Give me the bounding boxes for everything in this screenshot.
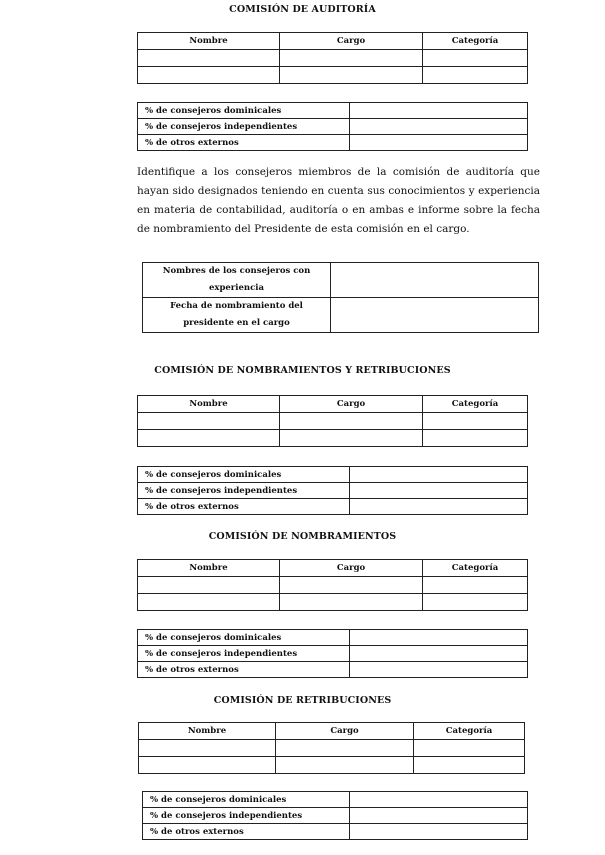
label-dominicales: % de consejeros dominicales bbox=[138, 103, 350, 119]
label-independientes: % de consejeros independientes bbox=[138, 119, 350, 135]
table-row bbox=[138, 630, 528, 646]
table-row bbox=[143, 808, 528, 824]
cell-cargo[interactable] bbox=[276, 757, 414, 774]
cell-categoria[interactable] bbox=[414, 740, 525, 757]
cell-nombre[interactable] bbox=[138, 67, 280, 84]
header-categoria: Categoría bbox=[414, 723, 525, 740]
table-row bbox=[138, 594, 528, 611]
cell-categoria[interactable] bbox=[423, 577, 528, 594]
table-row bbox=[138, 413, 528, 430]
header-nombre: Nombre bbox=[138, 33, 280, 50]
table-row bbox=[138, 467, 528, 483]
label-consejeros-experiencia: Nombres de los consejeros con experiencia bbox=[143, 263, 331, 298]
section-title-retribuciones: COMISIÓN DE RETRIBUCIONES bbox=[213, 695, 392, 706]
label-dominicales: % de consejeros dominicales bbox=[138, 630, 350, 646]
label-otros-externos: % de otros externos bbox=[138, 135, 350, 151]
label-independientes: % de consejeros independientes bbox=[143, 808, 350, 824]
value-independientes[interactable] bbox=[350, 119, 528, 135]
table-row bbox=[139, 740, 525, 757]
label-otros-externos: % de otros externos bbox=[138, 499, 350, 515]
cell-cargo[interactable] bbox=[280, 430, 423, 447]
cell-nombre[interactable] bbox=[139, 757, 276, 774]
cell-cargo[interactable] bbox=[280, 577, 423, 594]
table-header-row bbox=[138, 396, 528, 413]
value-consejeros-experiencia[interactable] bbox=[331, 263, 539, 298]
table-row bbox=[138, 483, 528, 499]
cell-nombre[interactable] bbox=[139, 740, 276, 757]
cell-cargo[interactable] bbox=[280, 50, 423, 67]
table-row bbox=[138, 577, 528, 594]
members-table-auditoria bbox=[137, 32, 528, 84]
pct-table-auditoria bbox=[137, 102, 528, 151]
value-dominicales[interactable] bbox=[350, 103, 528, 119]
members-table-retribuciones bbox=[138, 722, 525, 774]
table-row bbox=[143, 792, 528, 808]
cell-categoria[interactable] bbox=[414, 757, 525, 774]
table-header-row bbox=[138, 560, 528, 577]
table-header-row bbox=[138, 33, 528, 50]
table-row bbox=[138, 646, 528, 662]
header-cargo: Cargo bbox=[276, 723, 414, 740]
value-otros-externos[interactable] bbox=[350, 824, 528, 840]
header-categoria: Categoría bbox=[423, 560, 528, 577]
cell-cargo[interactable] bbox=[280, 67, 423, 84]
label-otros-externos: % de otros externos bbox=[138, 662, 350, 678]
table-row bbox=[139, 757, 525, 774]
cell-nombre[interactable] bbox=[138, 577, 280, 594]
value-independientes[interactable] bbox=[350, 808, 528, 824]
value-independientes[interactable] bbox=[350, 483, 528, 499]
members-table-nombramientos bbox=[137, 559, 528, 611]
value-otros-externos[interactable] bbox=[350, 662, 528, 678]
value-dominicales[interactable] bbox=[350, 467, 528, 483]
value-dominicales[interactable] bbox=[350, 630, 528, 646]
label-fecha-nombramiento: Fecha de nombramiento del presidente en el cargo bbox=[143, 298, 331, 333]
cell-categoria[interactable] bbox=[423, 594, 528, 611]
table-row bbox=[138, 499, 528, 515]
header-categoria: Categoría bbox=[423, 396, 528, 413]
table-row bbox=[138, 67, 528, 84]
pct-table-nombramientos bbox=[137, 629, 528, 678]
value-dominicales[interactable] bbox=[350, 792, 528, 808]
label-independientes: % de consejeros independientes bbox=[138, 646, 350, 662]
label-dominicales: % de consejeros dominicales bbox=[138, 467, 350, 483]
label-otros-externos: % de otros externos bbox=[143, 824, 350, 840]
cell-categoria[interactable] bbox=[423, 413, 528, 430]
table-row bbox=[143, 263, 539, 298]
section-title-nombramientos: COMISIÓN DE NOMBRAMIENTOS bbox=[208, 531, 397, 542]
pct-table-retribuciones bbox=[142, 791, 528, 840]
table-row bbox=[138, 103, 528, 119]
cell-cargo[interactable] bbox=[276, 740, 414, 757]
table-row bbox=[143, 824, 528, 840]
table-row bbox=[138, 430, 528, 447]
table-header-row bbox=[139, 723, 525, 740]
section-title-auditoria: COMISIÓN DE AUDITORÍA bbox=[229, 4, 376, 15]
header-nombre: Nombre bbox=[138, 396, 280, 413]
label-independientes: % de consejeros independientes bbox=[138, 483, 350, 499]
table-row bbox=[143, 298, 539, 333]
auditoria-instructions: Identifique a los consejeros miembros de la comisión de auditoría que hayan sido designados teniendo en cuenta sus conocimientos y experiencia en materia de contabilidad, auditoría o en ambas e informe sobre la fecha de nombramiento del Presidente de esta comisión en el cargo. bbox=[137, 166, 540, 235]
cell-categoria[interactable] bbox=[423, 50, 528, 67]
table-row bbox=[138, 119, 528, 135]
experience-table-auditoria bbox=[142, 262, 539, 333]
cell-cargo[interactable] bbox=[280, 594, 423, 611]
table-row bbox=[138, 135, 528, 151]
table-row bbox=[138, 50, 528, 67]
cell-nombre[interactable] bbox=[138, 430, 280, 447]
value-otros-externos[interactable] bbox=[350, 499, 528, 515]
section-title-nombramientos-retribuciones: COMISIÓN DE NOMBRAMIENTOS Y RETRIBUCIONES bbox=[154, 365, 451, 376]
value-independientes[interactable] bbox=[350, 646, 528, 662]
cell-categoria[interactable] bbox=[423, 430, 528, 447]
header-cargo: Cargo bbox=[280, 33, 423, 50]
header-nombre: Nombre bbox=[138, 560, 280, 577]
cell-cargo[interactable] bbox=[280, 413, 423, 430]
header-cargo: Cargo bbox=[280, 396, 423, 413]
value-fecha-nombramiento[interactable] bbox=[331, 298, 539, 333]
table-row bbox=[138, 662, 528, 678]
cell-nombre[interactable] bbox=[138, 594, 280, 611]
header-categoria: Categoría bbox=[423, 33, 528, 50]
header-nombre: Nombre bbox=[139, 723, 276, 740]
label-dominicales: % de consejeros dominicales bbox=[143, 792, 350, 808]
cell-nombre[interactable] bbox=[138, 413, 280, 430]
pct-table-nombramientos-retribuciones bbox=[137, 466, 528, 515]
cell-nombre[interactable] bbox=[138, 50, 280, 67]
header-cargo: Cargo bbox=[280, 560, 423, 577]
cell-categoria[interactable] bbox=[423, 67, 528, 84]
value-otros-externos[interactable] bbox=[350, 135, 528, 151]
members-table-nombramientos-retribuciones bbox=[137, 395, 528, 447]
